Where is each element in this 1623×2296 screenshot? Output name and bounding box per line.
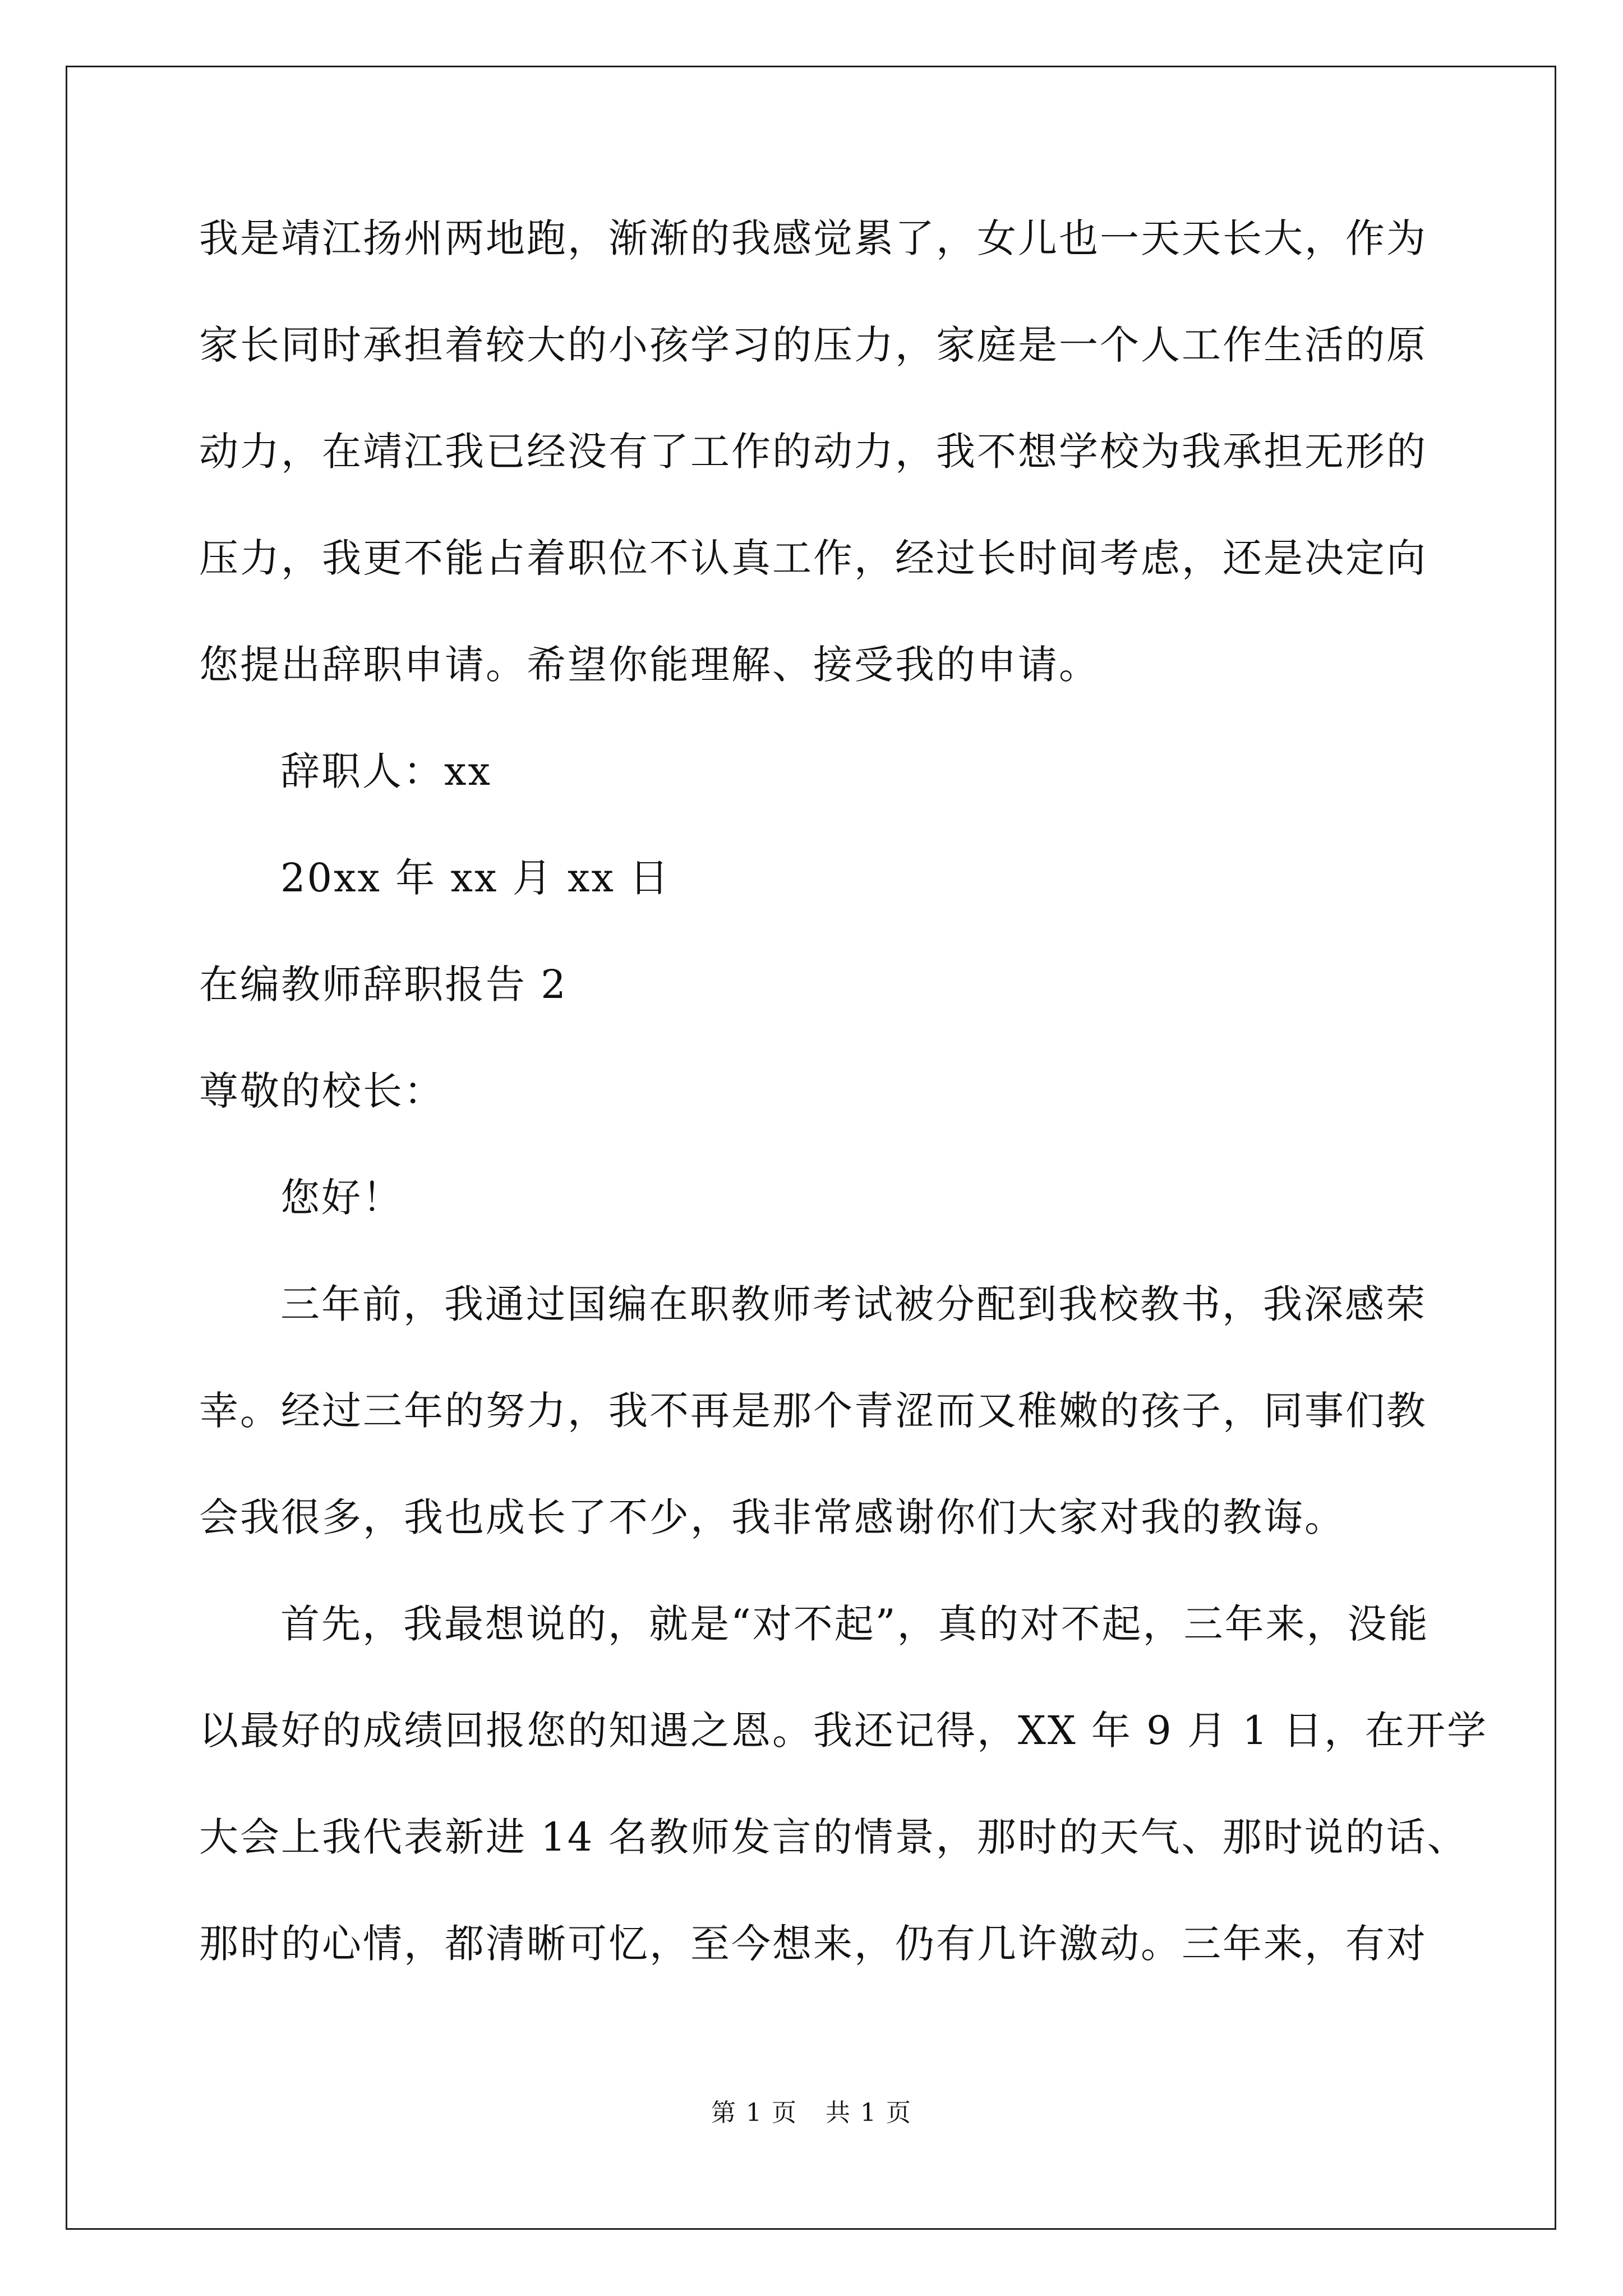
- paragraph-line: 您提出辞职申请。希望你能理解、接受我的申请。: [199, 642, 1100, 688]
- paragraph-line: 会我很多，我也成长了不少，我非常感谢你们大家对我的教诲。: [199, 1494, 1345, 1540]
- paragraph-line: 压力，我更不能占着职位不认真工作，经过长时间考虑，还是决定向: [199, 535, 1427, 581]
- greeting: 您好！: [280, 1175, 403, 1221]
- paragraph-line: 以最好的成绩回报您的知遇之恩。我还记得，XX 年 9 月 1 日，在开学: [199, 1708, 1488, 1754]
- page-total: 共 1 页: [826, 2099, 912, 2127]
- paragraph-line: 我是靖江扬州两地跑，渐渐的我感觉累了，女儿也一天天长大，作为: [199, 215, 1427, 261]
- signature-name: 辞职人：xx: [280, 748, 492, 794]
- paragraph-line: 幸。经过三年的努力，我不再是那个青涩而又稚嫩的孩子，同事们教: [199, 1388, 1427, 1434]
- paragraph-line: 那时的心情，都清晰可忆，至今想来，仍有几许激动。三年来，有对: [199, 1921, 1427, 1967]
- paragraph-line: 动力，在靖江我已经没有了工作的动力，我不想学校为我承担无形的: [199, 429, 1427, 475]
- document-body: [199, 185, 1488, 1997]
- signature-date: 20xx 年 xx 月 xx 日: [280, 855, 671, 901]
- paragraph-line: 三年前，我通过国编在职教师考试被分配到我校教书，我深感荣: [280, 1281, 1427, 1327]
- page-footer: [0, 2092, 1623, 2128]
- paragraph-line: 大会上我代表新进 14 名教师发言的情景，那时的天气、那时说的话、: [199, 1814, 1468, 1860]
- paragraph-line: 家长同时承担着较大的小孩学习的压力，家庭是一个人工作生活的原: [199, 322, 1427, 368]
- salutation: 尊敬的校长：: [199, 1068, 445, 1114]
- page-number: 第 1 页: [711, 2099, 797, 2127]
- paragraph-line: 首先，我最想说的，就是“对不起”，真的对不起，三年来，没能: [280, 1601, 1430, 1647]
- section-title: 在编教师辞职报告 2: [199, 961, 568, 1007]
